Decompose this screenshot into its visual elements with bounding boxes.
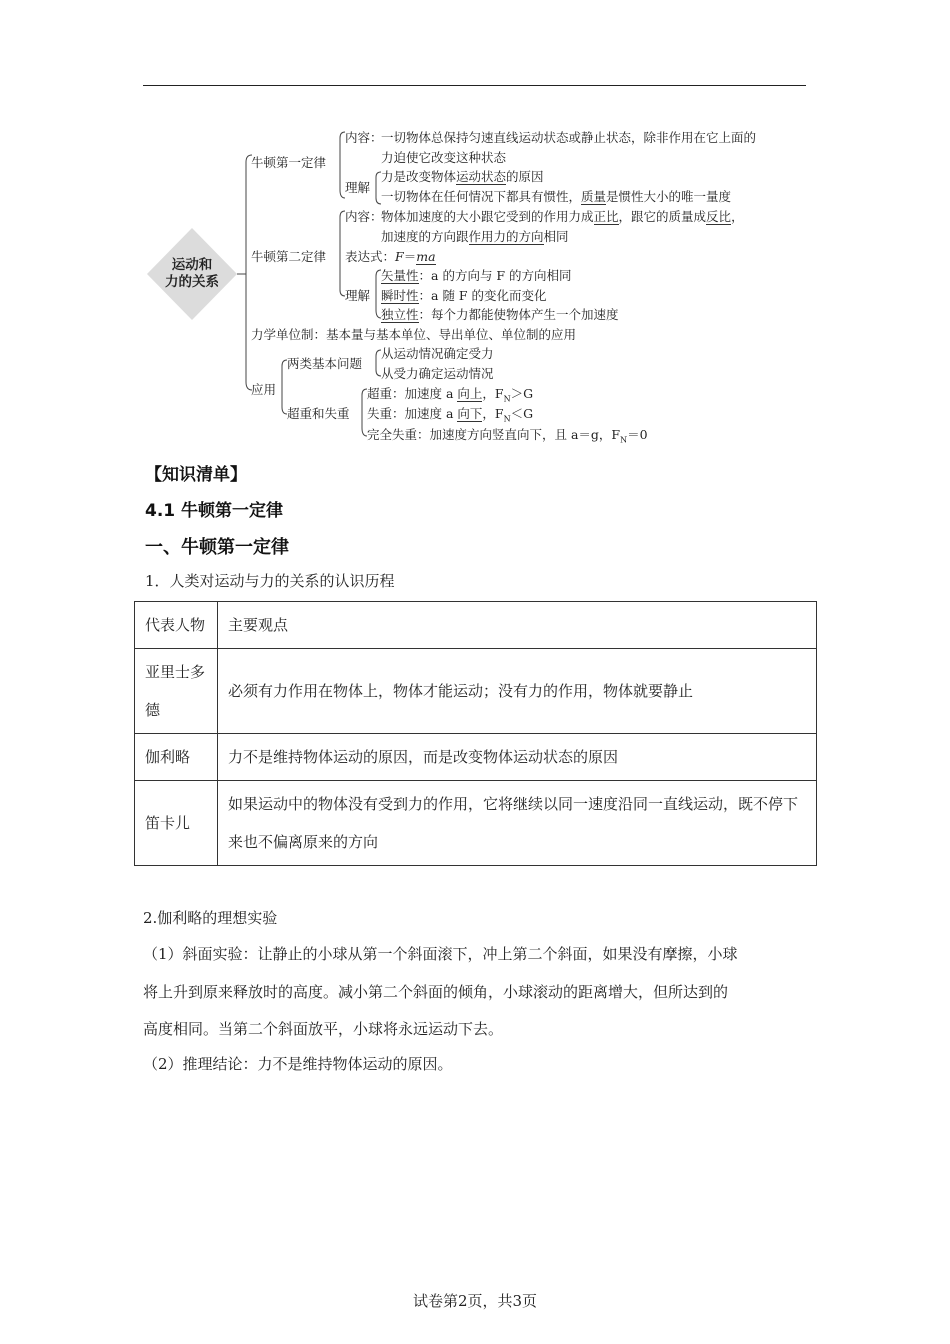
para2: （2）推理结论：力不是维持物体运动的原因。 <box>143 1055 453 1073</box>
table-row <box>135 781 817 866</box>
law2-vector: 矢量性：a 的方向与 F 的方向相同 <box>381 268 572 283</box>
law2-instant: 瞬时性：a 随 F 的变化而变化 <box>381 288 547 303</box>
heading-1: 一、牛顿第一定律 <box>145 537 289 558</box>
units-line: 力学单位制：基本量与基本单位、导出单位、单位制的应用 <box>251 327 577 342</box>
law1-understand-label: 理解 <box>345 180 371 195</box>
law1-understand-1: 力是改变物体运动状态的原因 <box>381 169 544 184</box>
law2-independent: 独立性：每个力都能使物体产生一个加速度 <box>381 307 619 322</box>
table-header-row <box>135 602 817 649</box>
overweight: 超重：加速度 a 向上，$F_N>G$ <box>367 386 534 404</box>
law1-understand-2: 一切物体在任何情况下都具有惯性，质量是惯性大小的唯一量度 <box>381 189 732 204</box>
para1-line3: 高度相同。当第二个斜面放平，小球将永远运动下去。 <box>143 1020 504 1038</box>
root-label: 运动和 力的关系 <box>165 257 219 290</box>
law1-content-line2: 力迫使它改变这种状态 <box>381 150 507 165</box>
apply-label: 应用 <box>251 382 277 397</box>
para1-line1: （1）斜面实验：让静止的小球从第一个斜面滚下，冲上第二个斜面，如果没有摩擦，小球 <box>143 945 738 963</box>
cell-person: 笛卡儿 <box>135 781 218 866</box>
table-row <box>135 734 817 781</box>
law2-expression: 表达式：F＝ma <box>345 249 436 264</box>
two-types-label: 两类基本问题 <box>287 356 363 371</box>
underweight: 失重：加速度 a 向下，$F_N<G$ <box>367 406 534 424</box>
law2-content-label: 内容： <box>345 209 383 224</box>
para1-line2: 将上升到原来释放时的高度。减小第二个斜面的倾角，小球滚动的距离增大，但所达到的 <box>143 983 729 1001</box>
law1-content-label: 内容： <box>345 130 383 145</box>
heading-4-1: 4.1 牛顿第一定律 <box>145 501 284 521</box>
law2-name: 牛顿第二定律 <box>251 249 327 264</box>
law2-content-line2: 加速度的方向跟作用力的方向相同 <box>381 229 569 244</box>
item-1: 1．人类对运动与力的关系的认识历程 <box>145 572 395 590</box>
cell-view: 必须有力作用在物体上，物体才能运动；没有力的作用，物体就要静止 <box>218 649 817 734</box>
table-row <box>135 649 817 734</box>
law2-content-line1: 物体加速度的大小跟它受到的作用力成正比，跟它的质量成反比， <box>381 209 744 224</box>
item-2: 2.伽利略的理想实验 <box>143 909 278 927</box>
weightless: 完全失重：加速度方向竖直向下，且 a＝g，$F_N=0$ <box>367 427 648 445</box>
over-under-label: 超重和失重 <box>287 406 350 421</box>
cell-person: 伽利略 <box>135 734 218 781</box>
law1-content-line1: 一切物体总保持匀速直线运动状态或静止状态，除非作用在它上面的 <box>381 130 757 145</box>
views-table <box>134 601 817 866</box>
section-tag: 【知识清单】 <box>145 465 247 485</box>
two-types-1: 从运动情况确定受力 <box>381 346 494 361</box>
law2-understand-label: 理解 <box>345 288 371 303</box>
header-person: 代表人物 <box>135 602 218 649</box>
cell-view: 如果运动中的物体没有受到力的作用，它将继续以同一速度沿同一直线运动，既不停下来也不偏离原来的方向 <box>218 781 817 866</box>
two-types-2: 从受力确定运动情况 <box>381 366 494 381</box>
page-footer: 试卷第2页，共3页 <box>412 1292 538 1310</box>
header-view: 主要观点 <box>218 602 817 649</box>
law1-name: 牛顿第一定律 <box>251 155 327 170</box>
cell-person: 亚里士多德 <box>135 649 218 734</box>
cell-view: 力不是维持物体运动的原因，而是改变物体运动状态的原因 <box>218 734 817 781</box>
